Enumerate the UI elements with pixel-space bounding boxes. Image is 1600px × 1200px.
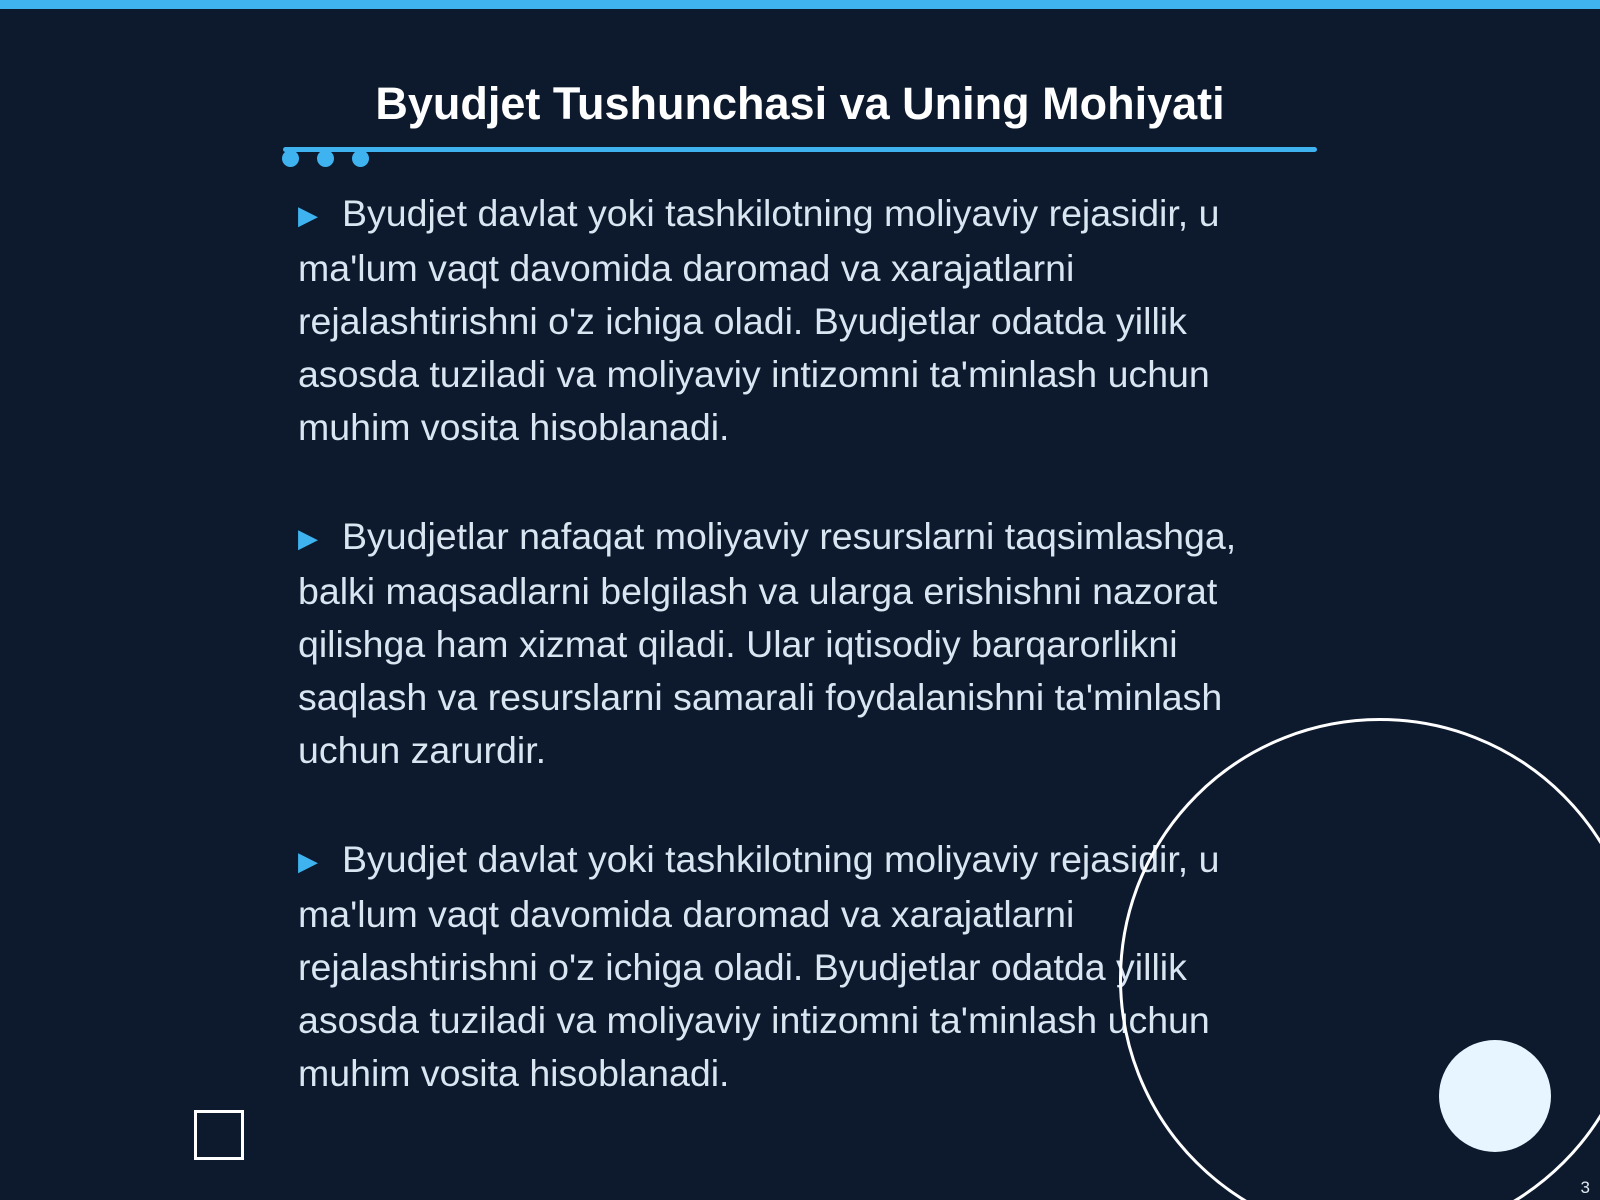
slide-title: Byudjet Tushunchasi va Uning Mohiyati bbox=[375, 78, 1225, 129]
triangle-bullet-icon: ▶ bbox=[298, 523, 318, 553]
decorative-dot bbox=[317, 150, 334, 167]
bullet-text: Byudjetlar nafaqat moliyaviy resurslarni taqsimlashga, balki maqsadlarni belgilash va ularga erishishni nazorat qilishga ham xizmat qiladi. Ular iqtisodiy barqarorlikni saqlash va resurslarni samarali foydalanishni ta'minlash uchun zarurdir. bbox=[298, 515, 1237, 771]
triangle-bullet-icon: ▶ bbox=[298, 846, 318, 876]
top-accent-bar bbox=[0, 0, 1600, 9]
slide-number: 3 bbox=[1580, 1178, 1590, 1197]
title-underline bbox=[283, 147, 1317, 152]
triangle-bullet-icon: ▶ bbox=[298, 200, 318, 230]
bullet-item bbox=[298, 187, 1308, 454]
bullet-item bbox=[298, 510, 1308, 777]
decorative-square-outline bbox=[194, 1110, 244, 1160]
bullet-text: Byudjet davlat yoki tashkilotning moliyaviy rejasidir, u ma'lum vaqt davomida daromad va xarajatlarni rejalashtirishni o'z ichiga oladi. Byudjetlar odatda yillik asosda tuziladi va moliyaviy intizomni ta'minlash uchun muhim vosita hisoblanadi. bbox=[298, 192, 1220, 448]
bullet-text: Byudjet davlat yoki tashkilotning moliyaviy rejasidir, u ma'lum vaqt davomida daromad va xarajatlarni rejalashtirishni o'z ichiga oladi. Byudjetlar odatda yillik asosda tuziladi va moliyaviy intizomni ta'minlash uchun muhim vosita hisoblanadi. bbox=[298, 838, 1220, 1094]
decorative-circle bbox=[1439, 1040, 1551, 1152]
decorative-dot bbox=[282, 150, 299, 167]
decorative-dot bbox=[352, 150, 369, 167]
